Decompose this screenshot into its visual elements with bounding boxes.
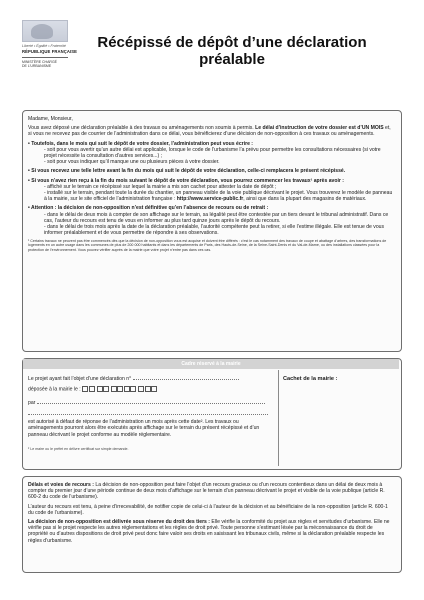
cachet-mairie-label: Cachet de la mairie : — [283, 376, 338, 382]
info-text — [28, 116, 394, 252]
delais-title: Délais et voies de recours : — [28, 482, 94, 488]
bullet-text: - installé sur le terrain, pendant toute la durée du chantier, un panneau visible de la voie publique décrivant le projet. Vous trouverez le modèle de panneau à la mairie, sur le site officiel de l’administration française : — [44, 189, 393, 203]
footnote-2: ² Le maire ou le préfet en délivre certificat sur simple demande. — [28, 447, 129, 451]
depot-date-boxes[interactable] — [82, 386, 158, 392]
ministere-line1: MINISTÈRE CHARGÉ — [22, 60, 58, 64]
intro-text-a: Vous avez déposé une déclaration préalable à des travaux ou aménagements non soumis à permis. — [28, 125, 254, 132]
motto: Liberté • Égalité • Fraternité — [22, 44, 66, 48]
divider — [22, 57, 68, 58]
autorisation-text: est autorisé à défaut de réponse de l’administration un mois après cette date². Les travaux ou aménagements pourront alors être exécutés après affichage sur le terrain du présent récépissé et d’un panneau décrivant le projet conforme au modèle réglementaire. — [28, 419, 260, 438]
dots-line — [28, 409, 272, 417]
extra-line-field[interactable] — [28, 409, 268, 415]
bullet-line: - soit pour vous avertir qu’un autre délai est applicable, lorsque le code de l’urbanisme l’a prévu pour permettre les consultations nécessaires (si votre projet nécessite la consultation d’autres services...) ; — [44, 146, 381, 159]
par-field[interactable] — [37, 398, 265, 404]
par-label: par — [28, 400, 36, 406]
droit-tiers-text: Elle vérifie la conformité du projet aux règles et servitudes d’urbanisme. Elle ne vérifie pas si le projet respecte les autres réglementations et les règles de droit privé. Toute personne s’estimant lésée par la méconnaissance du droit de propriété ou d’autres dispositions de droit privé peut donc faire valoir ses droits en saisissant les tribunaux civils, même si la déclaration préalable respecte les règles d’urbanisme. — [28, 519, 390, 544]
recours-text — [28, 482, 394, 547]
ministere-line2: DE L’URBANISME — [22, 64, 52, 69]
bullet-rien-recu — [28, 178, 394, 203]
delais-text: La décision de non-opposition peut faire l’objet d’un recours gracieux ou d’un recours contentieux dans un délai de deux mois à compter du premier jour d’une période continue de deux mois d’affichage sur le terrain d’un panneau décrivant le projet et visible de la voie publique (article R. 600-2 du code de l’urbanisme). — [28, 482, 385, 501]
bullet-title: • Si vous n’avez rien reçu à la fin du mois suivant le dépôt de votre déclaration, vous pourrez commencer les travaux¹ après avoir : — [28, 177, 344, 184]
footnote-1: ¹ Certains travaux ne peuvent pas être commencés dès que la décision de non-opposition vous est acquise et doivent être différés : c’est le cas notamment des travaux de coupe et abattage d’arbres, des transformations de logements en un autre usage dans les communes de plus de 200 000 habitants et dans les départements de Paris, des Hauts-de-Seine, de la Seine-Saint-Denis et du Val-de-Marne, ou des installations classées pour la protection de l’environnement. Vous pouvez vérifier auprès de la mairie que votre projet n’entre pas dans ces cas. — [28, 239, 387, 252]
droit-tiers-title: La décision de non-opposition est délivrée sous réserve du droit des tiers : — [28, 519, 211, 526]
notification-paragraph: L’auteur du recours est tenu, à peine d’irrecevabilité, de notifier copie de celui-ci à l’auteur de la décision et au bénéficiaire de la non-opposition (article R. 600-1 du code de l’urbanisme). — [28, 503, 388, 516]
republique-francaise-logo — [22, 20, 78, 69]
cadre-mairie-header: Cadre réservé à la mairie — [23, 359, 399, 369]
republique-label: RÉPUBLIQUE FRANÇAISE — [22, 49, 78, 54]
intro-text-b: Le délai d’instruction de votre dossier est d’UN MOIS — [253, 125, 384, 132]
bullet-text: , ainsi que dans la plupart des magasins de matériaux. — [243, 196, 367, 203]
bullet-line: - dans le délai de trois mois après la date de la déclaration préalable, l’autorité compétente peut la retirer, si elle l’estime illégale. Elle est tenue de vous informer préalablement et de vous permettre de répondre à ses observations. — [44, 223, 385, 236]
bullet-toutefois — [28, 141, 394, 166]
service-public-link[interactable]: http://www.service-public.fr — [176, 196, 244, 203]
declaration-number-row — [28, 374, 272, 382]
bullet-title: • Toutefois, dans le mois qui suit le dépôt de votre dossier, l’administration peut vous écrire : — [28, 140, 254, 147]
delais-recours-paragraph — [28, 482, 394, 500]
intro-text-c: et, si vous ne recevez pas de courrier de l’administration dans ce délai, vous bénéficierez d’une décision de non-opposition à ces travaux ou aménagements. — [28, 125, 391, 138]
depot-date-label: déposée à la mairie le : — [28, 386, 81, 393]
greeting: Madame, Monsieur, — [28, 116, 73, 122]
droit-tiers-paragraph — [28, 519, 394, 544]
bullet-line: - affiché sur le terrain ce récépissé sur lequel la mairie a mis son cachet pour attester la date de dépôt ; — [44, 183, 277, 190]
bullet-title: • Attention : la décision de non-opposition n’est définitive qu’en l’absence de recours ou de retrait : — [28, 205, 269, 212]
marianne-emblem-icon — [22, 20, 68, 42]
par-row — [28, 398, 272, 406]
page-title: Récépissé de dépôt d’une déclaration préalable — [97, 34, 367, 68]
bullet-lettre — [28, 168, 394, 174]
bullet-attention — [28, 205, 394, 236]
declaration-number-label: Le projet ayant fait l’objet d’une déclaration n° — [28, 376, 132, 382]
bullet-line: - soit pour vous indiquer qu’il manque une ou plusieurs pièces à votre dossier. — [44, 159, 220, 166]
bullet-title: • Si vous recevez une telle lettre avant la fin du mois qui suit le dépôt de votre déclaration, celle-ci remplacera le présent récépissé. — [28, 168, 346, 175]
cadre-left-panel — [24, 370, 279, 466]
depot-date-row — [28, 386, 272, 393]
intro-paragraph — [28, 125, 394, 137]
bullet-line — [28, 190, 394, 202]
bullet-line: - dans le délai de deux mois à compter de son affichage sur le terrain, sa légalité peut être contestée par un tiers devant le tribunal administratif. Dans ce cas, l’auteur du recours est tenu de vous en informer au plus tard quinze jours après le dépôt du recours. — [44, 211, 389, 224]
declaration-number-field[interactable] — [133, 374, 239, 380]
